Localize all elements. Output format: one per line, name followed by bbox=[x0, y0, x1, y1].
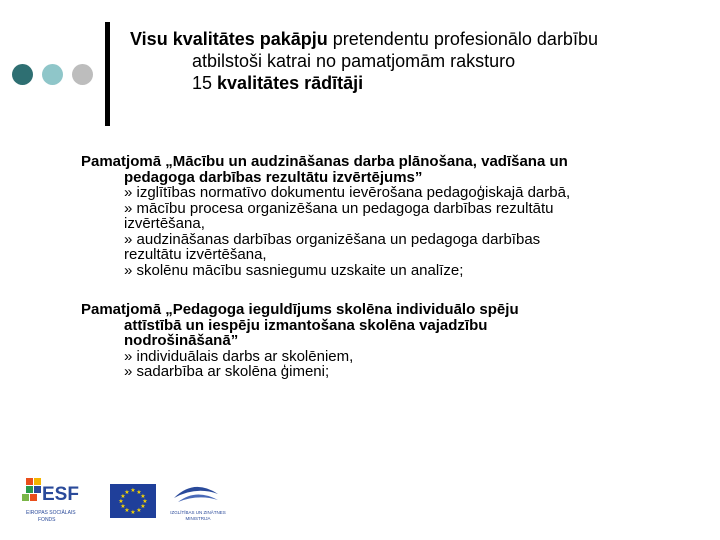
svg-text:★: ★ bbox=[140, 493, 146, 500]
section-planning bbox=[81, 154, 681, 278]
svg-text:★: ★ bbox=[118, 498, 124, 505]
svg-text:★: ★ bbox=[124, 507, 130, 514]
svg-text:ESF: ESF bbox=[42, 484, 79, 505]
svg-text:★: ★ bbox=[130, 509, 136, 516]
list-item: izvērtēšana, bbox=[124, 215, 205, 232]
dot-mid bbox=[42, 64, 63, 85]
section-individual-abilities bbox=[81, 302, 681, 380]
list-item: » mācību procesa organizēšana un pedagoga darbības rezultātu bbox=[124, 199, 554, 217]
svg-text:★: ★ bbox=[130, 487, 136, 494]
section-heading: Pamatjomā „Mācību un audzināšanas darba plānošana, vadīšana un pedagoga darbības rezultātu izvērtējums” bbox=[81, 153, 568, 186]
dot-dark bbox=[12, 64, 33, 85]
title-line-1: Visu kvalitātes pakāpju pretendentu profesionālo darbību bbox=[130, 29, 598, 49]
svg-text:MINISTRIJA: MINISTRIJA bbox=[185, 516, 211, 521]
vertical-divider bbox=[105, 22, 110, 126]
list-item: » skolēnu mācību sasniegumu uzskaite un analīze; bbox=[124, 261, 464, 279]
svg-text:EIROPAS SOCIĀLAIS: EIROPAS SOCIĀLAIS bbox=[26, 510, 76, 516]
section-heading: Pamatjomā „Pedagoga ieguldījums skolēna individuālo spēju attīstībā un iespēju izmantošana skolēna vajadzību nodrošināšanā” bbox=[81, 301, 519, 349]
ministry-logo bbox=[170, 487, 226, 521]
svg-text:★: ★ bbox=[142, 498, 148, 505]
logos-svg bbox=[22, 472, 262, 532]
title-line-3: 15 kvalitātes rādītāji bbox=[192, 73, 364, 93]
list-item: rezultātu izvērtēšana, bbox=[124, 246, 267, 263]
svg-text:★: ★ bbox=[124, 489, 130, 496]
list-item: » sadarbība ar skolēna ģimeni; bbox=[124, 363, 330, 380]
esf-logo bbox=[22, 478, 79, 523]
svg-text:★: ★ bbox=[140, 503, 146, 510]
svg-text:FONDS: FONDS bbox=[38, 517, 56, 523]
list-item: » audzināšanas darbības organizēšana un pedagoga darbības bbox=[124, 230, 541, 248]
svg-text:IZGLĪTĪBAS UN ZINĀTNES: IZGLĪTĪBAS UN ZINĀTNES bbox=[170, 510, 226, 515]
svg-text:★: ★ bbox=[120, 503, 126, 510]
list-item: » individuālais darbs ar skolēniem, bbox=[124, 347, 354, 365]
title-line-2: atbilstoši katrai no pamatjomām raksturo bbox=[192, 51, 516, 71]
dot-light bbox=[72, 64, 93, 85]
eu-flag-icon bbox=[110, 484, 156, 518]
list-item: » izglītības normatīvo dokumentu ievērošana pedagoģiskajā darbā, bbox=[124, 184, 571, 201]
logos-footer bbox=[22, 472, 262, 532]
svg-text:★: ★ bbox=[136, 489, 142, 496]
svg-text:★: ★ bbox=[120, 493, 126, 500]
svg-text:★: ★ bbox=[136, 507, 142, 514]
slide-title bbox=[130, 28, 598, 94]
